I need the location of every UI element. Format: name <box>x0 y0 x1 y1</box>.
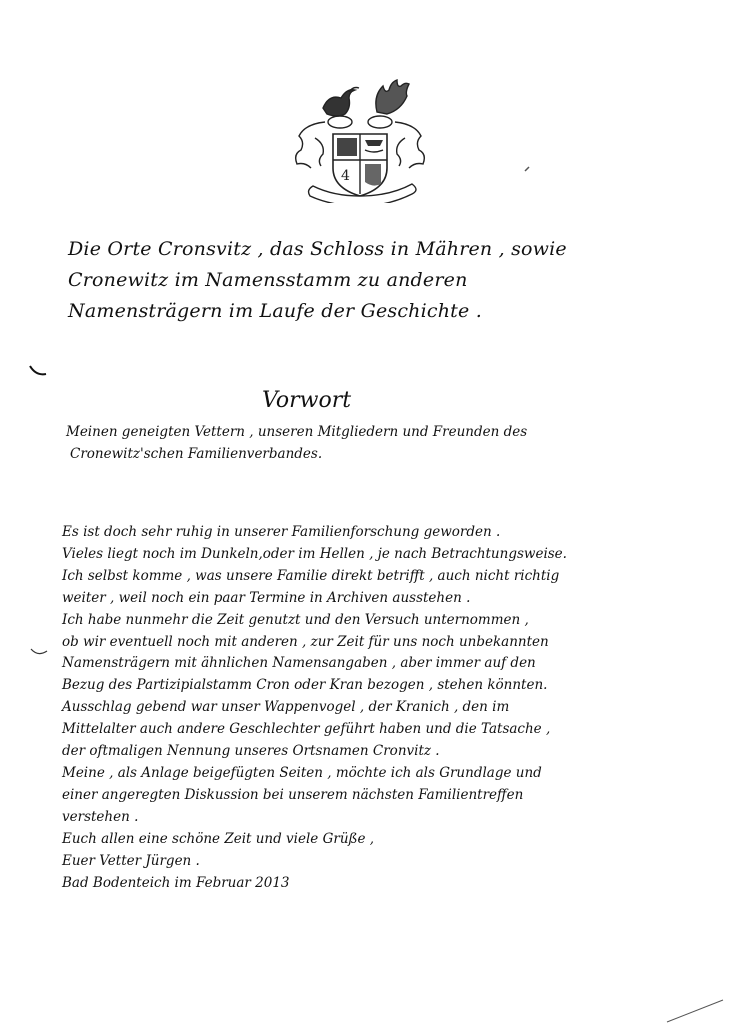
body-line: Meine , als Anlage beigefügten Seiten , möchte ich als Grundlage und <box>62 764 542 781</box>
body-line: Euch allen eine schöne Zeit und viele Grüße , <box>62 830 375 847</box>
title-line: Namensträgern im Laufe der Geschichte . <box>68 300 482 322</box>
body-line: ob wir eventuell noch mit anderen , zur Zeit für uns noch unbekannten <box>62 633 549 650</box>
body-line: Ich selbst komme , was unsere Familie direkt betrifft , auch nicht richtig <box>62 567 560 584</box>
document-title <box>68 234 567 327</box>
body-line: der oftmaligen Nennung unseres Ortsnamen Cronvitz . <box>62 743 440 760</box>
body-line: Bad Bodenteich im Februar 2013 <box>62 874 290 891</box>
body-line: Es ist doch sehr ruhig in unserer Familienforschung geworden . <box>62 524 501 540</box>
body-line: Namensträgern mit ähnlichen Namensangaben , aber immer auf den <box>62 655 536 672</box>
body-line: einer angeregten Diskussion bei unserem nächsten Familientreffen <box>62 786 524 803</box>
scan-artifact-line <box>665 998 725 1024</box>
body-line: Euer Vetter Jürgen . <box>62 852 200 869</box>
svg-text:4: 4 <box>341 168 350 184</box>
body-line: verstehen . <box>62 808 139 825</box>
body-line: Vieles liegt noch im Dunkeln,oder im Hellen , je nach Betrachtungsweise. <box>62 545 567 562</box>
punch-hole-mark <box>30 647 48 657</box>
body-line: weiter , weil noch ein paar Termine in Archiven ausstehen . <box>62 589 471 606</box>
dedication <box>66 421 527 465</box>
letter-body <box>62 522 567 894</box>
body-line: Ausschlag gebend war unser Wappenvogel , der Kranich , den im <box>62 699 510 716</box>
section-heading: Vorwort <box>262 388 352 413</box>
scan-speck <box>524 166 530 172</box>
dedication-line: Cronewitz'schen Familienverbandes. <box>70 446 323 462</box>
body-line: Mittelalter auch andere Geschlechter geführt haben und die Tatsache , <box>62 721 551 738</box>
title-line: Die Orte Cronsvitz , das Schloss in Mähren , sowie <box>68 238 567 260</box>
coat-of-arms-icon <box>285 78 435 203</box>
body-line: Bezug des Partizipialstamm Cron oder Kran bezogen , stehen könnten. <box>62 677 548 694</box>
title-line: Cronewitz im Namensstamm zu anderen <box>68 269 468 291</box>
punch-hole-mark <box>28 363 50 377</box>
body-line: Ich habe nunmehr die Zeit genutzt und den Versuch unternommen , <box>62 611 529 628</box>
dedication-line: Meinen geneigten Vettern , unseren Mitgliedern und Freunden des <box>66 424 528 440</box>
